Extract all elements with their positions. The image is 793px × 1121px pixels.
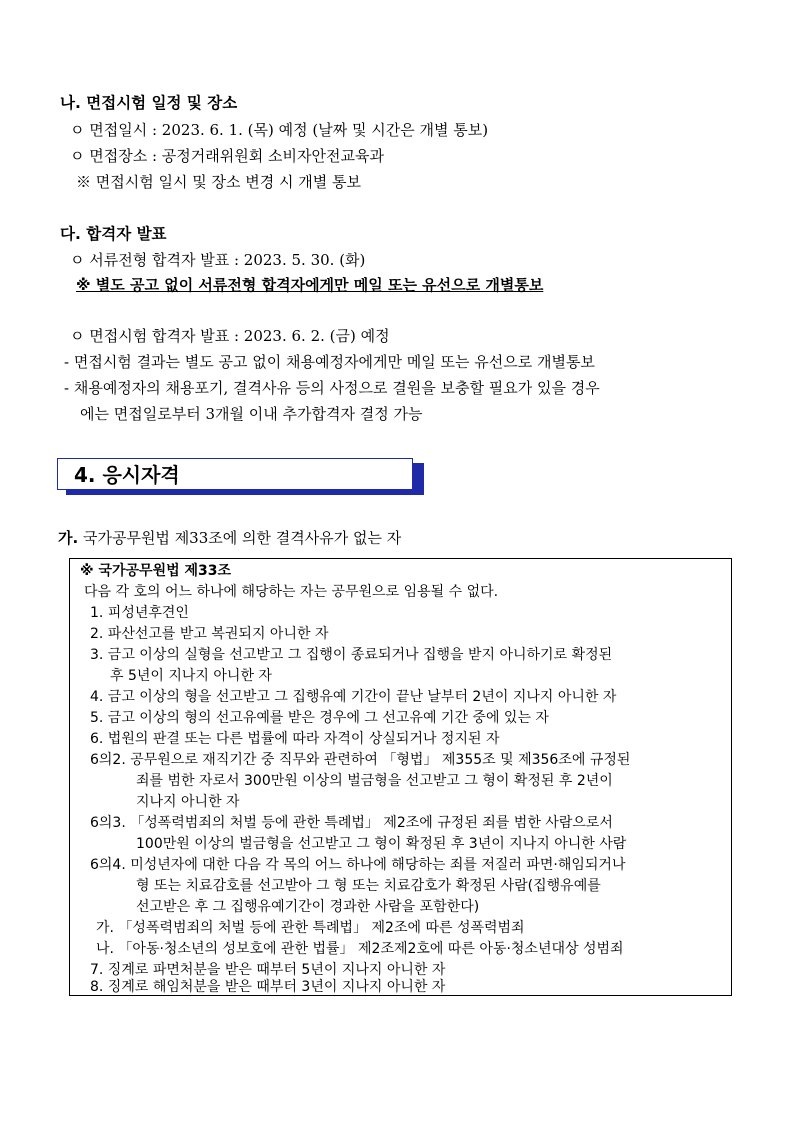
law-line: 3. 금고 이상의 실형을 선고받고 그 집행이 종료되거나 집행을 받지 아니하기로 확정된 <box>90 647 613 663</box>
law-line: 6. 법원의 판결 또는 다른 법률에 따라 자격이 상실되거나 정지된 자 <box>90 731 500 747</box>
law-line: 나. 「아동·청소년의 성보호에 관한 법률」 제2조제2호에 따른 아동·청소년대상 성범죄 <box>96 941 624 957</box>
law-line: 후 5년이 지나지 아니한 자 <box>110 668 272 684</box>
interview-result-note: - 면접시험 결과는 별도 공고 없이 채용예정자에게만 메일 또는 유선으로 개별통보 <box>64 353 595 371</box>
law-line: 2. 파산선고를 받고 복권되지 아니한 자 <box>90 626 329 642</box>
section-title-box <box>57 458 413 490</box>
document-result-date: ㅇ 서류전형 합격자 발표 : 2023. 5. 30. (화) <box>70 251 366 269</box>
law-intro: 다음 각 호의 어느 하나에 해당하는 자는 공무원으로 임용될 수 없다. <box>84 584 499 600</box>
section-na-heading: 나. 면접시험 일정 및 장소 <box>60 94 238 112</box>
law-line: 4. 금고 이상의 형을 선고받고 그 집행유예 기간이 끝난 날부터 2년이 지나지 아니한 자 <box>90 689 617 705</box>
individual-notice: ※ 별도 공고 없이 서류전형 합격자에게만 메일 또는 유선으로 개별통보 <box>76 276 544 294</box>
qualification-label: 가. <box>58 529 79 547</box>
law-line: 6의3. 「성폭력범죄의 처벌 등에 관한 특례법」 제2조에 규정된 죄를 범한 사람으로서 <box>90 815 613 831</box>
interview-result-date: ㅇ 면접시험 합격자 발표 : 2023. 6. 2. (금) 예정 <box>70 327 390 345</box>
law-line: 7. 징계로 파면처분을 받은 때부터 5년이 지나지 아니한 자 <box>90 962 446 978</box>
law-line: 죄를 범한 자로서 300만원 이상의 벌금형을 선고받고 그 형이 확정된 후 2년이 <box>136 773 613 789</box>
law-line: 지나지 아니한 자 <box>136 794 240 810</box>
law-line: 8. 징계로 해임처분을 받은 때부터 3년이 지나지 아니한 자 <box>90 979 446 995</box>
interview-place: ㅇ 면접장소 : 공정거래위원회 소비자안전교육과 <box>70 147 384 165</box>
law-line: 6의4. 미성년자에 대한 다음 각 목의 어느 하나에 해당하는 죄를 저질러 파면·해임되거나 <box>90 857 626 873</box>
section-da-heading: 다. 합격자 발표 <box>60 225 167 243</box>
law-article-box <box>69 558 732 996</box>
qualification-item <box>58 528 401 548</box>
law-line: 형 또는 치료감호를 선고받아 그 형 또는 치료감호가 확정된 사람(집행유예를 <box>136 878 601 894</box>
additional-pass-note-cont: 에는 면접일로부터 3개월 이내 추가합격자 결정 가능 <box>80 405 423 423</box>
law-line: 선고받은 후 그 집행유예기간이 경과한 사람을 포함한다) <box>136 899 480 915</box>
section-title: 4. 응시자격 <box>74 463 180 487</box>
interview-date: ㅇ 면접일시 : 2023. 6. 1. (목) 예정 (날짜 및 시간은 개별 통보) <box>70 121 489 139</box>
law-line: 가. 「성폭력범죄의 처벌 등에 관한 특례법」 제2조에 따른 성폭력범죄 <box>96 920 525 936</box>
law-line: 5. 금고 이상의 형의 선고유예를 받은 경우에 그 선고유예 기간 중에 있는 자 <box>90 710 549 726</box>
qualification-text: 국가공무원법 제33조에 의한 결격사유가 없는 자 <box>82 529 402 547</box>
additional-pass-note: - 채용예정자의 채용포기, 결격사유 등의 사정으로 결원을 보충할 필요가 있을 경우 <box>64 379 600 397</box>
law-line: 100만원 이상의 벌금형을 선고받고 그 형이 확정된 후 3년이 지나지 아니한 사람 <box>136 836 627 852</box>
law-line: 6의2. 공무원으로 재직기간 중 직무와 관련하여 「형법」 제355조 및 제356조에 규정된 <box>90 752 631 768</box>
law-title: ※ 국가공무원법 제33조 <box>80 563 232 579</box>
law-line: 1. 피성년후견인 <box>90 605 189 621</box>
interview-change-note: ※ 면접시험 일시 및 장소 변경 시 개별 통보 <box>76 173 361 191</box>
